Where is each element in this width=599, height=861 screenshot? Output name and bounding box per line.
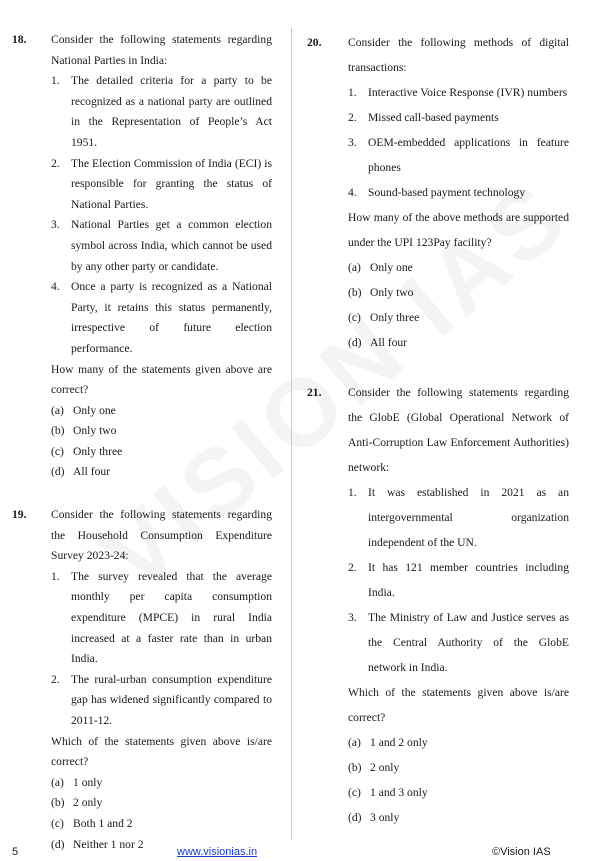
answer-option-a[interactable]: (a) 1 only: [51, 775, 103, 789]
statement-item: 3. The Ministry of Law and Justice serves as the Central Authority of the GlobE network in India.: [348, 611, 569, 674]
statement-item: 1. The detailed criteria for a party to be recognized as a national party are outlined in the Representation of People’s Act 1951.: [51, 74, 272, 149]
answer-option-c[interactable]: (c) 1 and 3 only: [348, 786, 428, 799]
statement-item: 4. Once a party is recognized as a National Party, it retains this status permanently, irrespective of future election performance.: [51, 280, 272, 355]
question-stem: Consider the following statements regarding the GlobE (Global Operational Network of Anti-Corruption Law Enforcement Authorities) network:: [348, 386, 569, 474]
column-divider: [291, 28, 292, 840]
question-18: [12, 30, 272, 483]
website-link[interactable]: www.visionias.in: [177, 846, 258, 858]
answer-option-c[interactable]: (c) Both 1 and 2: [51, 816, 133, 830]
right-column: [307, 30, 569, 830]
statement-item: 2. Missed call-based payments: [348, 111, 499, 124]
answer-option-d[interactable]: (d) All four: [348, 336, 408, 349]
answer-option-d[interactable]: (d) Neither 1 nor 2: [51, 837, 144, 851]
statement-item: 4. Sound-based payment technology: [348, 186, 526, 199]
question-prompt: How many of the statements given above are correct?: [51, 362, 272, 397]
statement-item: 3. OEM-embedded applications in feature phones: [348, 136, 569, 174]
answer-option-a[interactable]: (a) Only one: [348, 261, 413, 274]
question-prompt: Which of the statements given above is/are correct?: [348, 686, 569, 724]
statement-item: 2. The Election Commission of India (ECI) is responsible for granting the status of National Parties.: [51, 156, 272, 211]
question-number: 18.: [12, 33, 27, 46]
answer-option-c[interactable]: (c) Only three: [348, 311, 420, 324]
question-number: 19.: [12, 508, 27, 522]
left-column: [12, 30, 272, 855]
question-number: 20.: [307, 36, 322, 49]
page-footer: [0, 846, 599, 861]
answer-option-b[interactable]: (b) Only two: [51, 424, 117, 438]
copyright-text: ©Vision IAS: [492, 846, 551, 858]
statement-item: 1. Interactive Voice Response (IVR) numbers: [348, 86, 568, 99]
question-prompt: Which of the statements given above is/are correct?: [51, 734, 272, 769]
statement-item: 3. National Parties get a common election symbol across India, which cannot be used by any other party or candidate.: [51, 218, 272, 273]
question-21: [307, 380, 569, 830]
statement-item: 2. The rural-urban consumption expenditure gap has widened significantly compared to 2011-12.: [51, 672, 272, 727]
question-19: [12, 505, 272, 855]
answer-option-b[interactable]: (b) 2 only: [51, 796, 103, 810]
answer-option-c[interactable]: (c) Only three: [51, 444, 123, 458]
question-stem: Consider the following methods of digital transactions:: [348, 36, 569, 74]
question-stem: Consider the following statements regarding the Household Consumption Expenditure Survey 2023-24:: [51, 508, 272, 563]
statement-item: 2. It has 121 member countries including India.: [348, 561, 569, 599]
answer-option-a[interactable]: (a) Only one: [51, 403, 116, 417]
question-stem: Consider the following statements regarding National Parties in India:: [51, 33, 272, 67]
statement-item: 1. The survey revealed that the average monthly per capita consumption expenditure (MPCE) in rural India increased at a faster rate than in urban India.: [51, 569, 272, 666]
question-number: 21.: [307, 386, 322, 399]
question-20: [307, 30, 569, 355]
question-prompt: How many of the above methods are supported under the UPI 123Pay facility?: [348, 211, 569, 249]
answer-option-a[interactable]: (a) 1 and 2 only: [348, 736, 428, 749]
statement-item: 1. It was established in 2021 as an intergovernmental organization independent of the UN.: [348, 486, 569, 549]
answer-option-b[interactable]: (b) 2 only: [348, 761, 400, 774]
answer-option-d[interactable]: (d) All four: [51, 465, 111, 479]
page-number: 5: [12, 846, 19, 858]
answer-option-d[interactable]: (d) 3 only: [348, 811, 400, 824]
answer-option-b[interactable]: (b) Only two: [348, 286, 414, 299]
